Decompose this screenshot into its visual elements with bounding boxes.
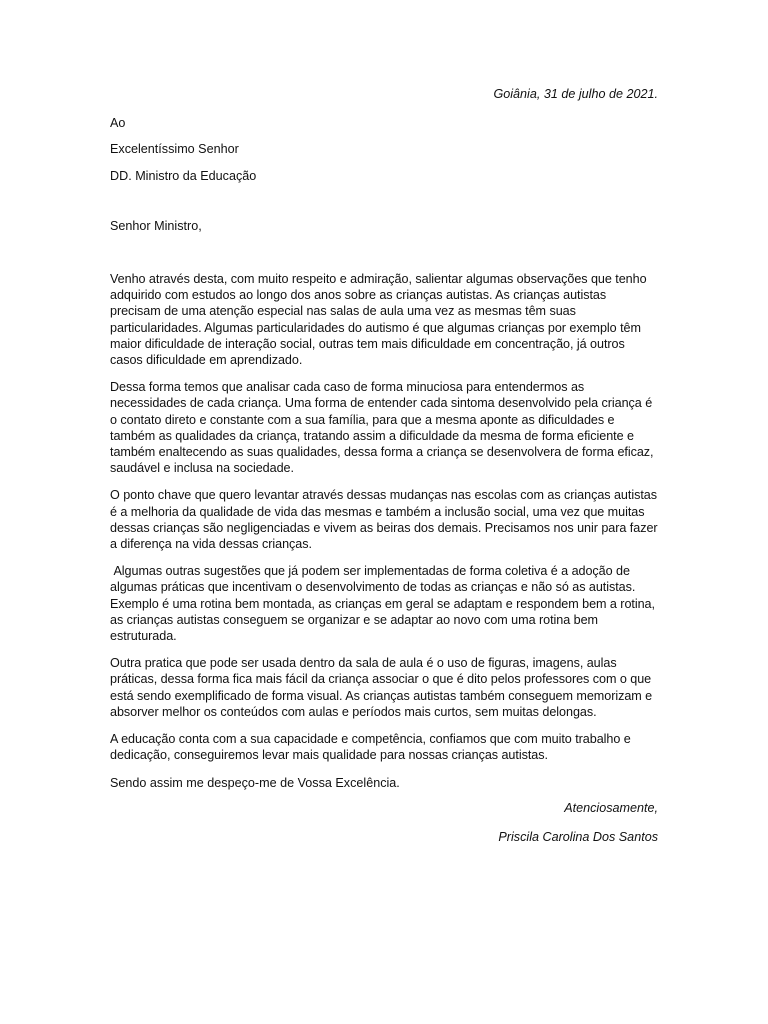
salutation: Senhor Ministro, — [110, 218, 202, 233]
letter-date: Goiânia, 31 de julho de 2021. — [493, 87, 658, 101]
address-to: Ao — [110, 116, 126, 131]
address-title: Excelentíssimo Senhor — [110, 142, 239, 157]
letter-body — [110, 86, 658, 857]
paragraph-2: Dessa forma temos que analisar cada caso de forma minuciosa para entendermos as necessidades de cada criança. Uma forma de entender cada sintoma desenvolvido pela criança é o contato direto e constante com a sua família, para que a mesma aponte as dificuldades e também as qualidades da criança, tratando assim a dificuldade da mesma de forma eficiente e também enaltecendo as suas qualidades, dessa forma a criança se desenvolvera de forma eficaz, saudável e inclusa na sociedade. — [110, 380, 654, 476]
paragraph-1: Venho através desta, com muito respeito e admiração, salientar algumas observações que tenho adquirido com estudos ao longo dos anos sobre as crianças autistas. As crianças autistas precisam de uma atenção especial nas salas de aula uma vez as mesmas têm suas particularidades. Algumas particularidades do autismo é que algumas crianças por exemplo têm maior dificuldade de interação social, outras tem mais dificuldade em concentração, já outros casos dificuldade em aprendizado. — [110, 272, 647, 368]
paragraph-3: O ponto chave que quero levantar através dessas mudanças nas escolas com as crianças autistas é a melhoria da qualidade de vida das mesmas e também a inclusão social, uma vez que muitas dessas crianças são negligenciadas e vivem as beiras dos demais. Precisamos nos unir para fazer a diferença na vida dessas crianças. — [110, 488, 658, 552]
paragraph-5: Outra pratica que pode ser usada dentro da sala de aula é o uso de figuras, imagens, aulas práticas, dessa forma fica mais fácil da criança associar o que é dito pelos professores com o que está sendo exemplificado de forma visual. As crianças autistas também conseguem memorizam e absorver melhor os conteúdos com aulas e períodos mais curtos, sem muitas delongas. — [110, 656, 653, 719]
paragraph-6: A educação conta com a sua capacidade e competência, confiamos que com muito trabalho e dedicação, conseguiremos levar mais qualidade para nossas crianças autistas. — [110, 732, 631, 763]
address-department: DD. Ministro da Educação — [110, 168, 257, 183]
closing-line: Sendo assim me despeço-me de Vossa Excelência. — [110, 775, 400, 790]
paragraph-4: Algumas outras sugestões que já podem ser implementadas de forma coletiva é a adoção de algumas práticas que incentivam o desenvolvimento de todas as crianças e não só as autistas. Exemplo é uma rotina bem montada, as crianças em geral se adaptam e respondem bem a rotina, as crianças autistas conseguem se organizar e se adaptar ao novo com uma rotina bem estruturada. — [110, 564, 659, 644]
regards: Atenciosamente, — [564, 800, 658, 815]
signature: Priscila Carolina Dos Santos — [498, 829, 658, 844]
